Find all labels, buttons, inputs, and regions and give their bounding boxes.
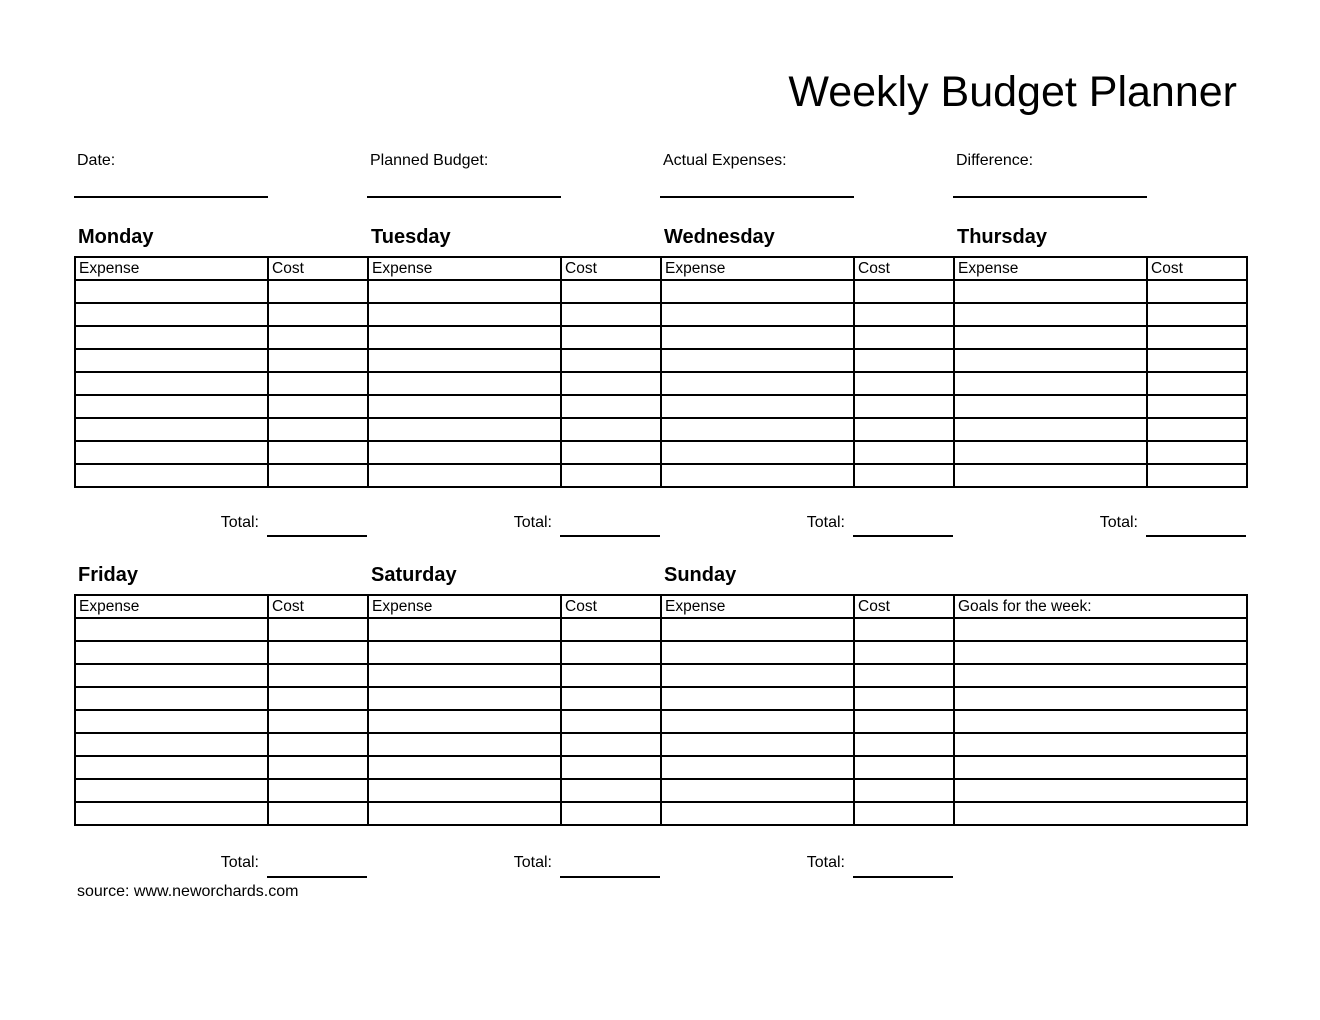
total-input[interactable] [267, 535, 367, 537]
table-row [75, 303, 368, 326]
table-row [661, 779, 954, 802]
summary-field-label: Difference: [956, 152, 1034, 169]
goal-cell[interactable] [954, 664, 1247, 687]
cost-cell[interactable] [854, 372, 954, 395]
summary-field-input[interactable] [660, 196, 854, 198]
cost-cell[interactable] [561, 802, 661, 825]
table-row [661, 641, 954, 664]
cost-column-header: Cost [561, 595, 661, 618]
expense-cell[interactable] [368, 441, 561, 464]
table-row [661, 618, 954, 641]
cost-column-header: Cost [1147, 257, 1247, 280]
cost-cell[interactable] [561, 687, 661, 710]
expense-cell[interactable] [368, 418, 561, 441]
expense-cell[interactable] [75, 372, 268, 395]
expense-cell[interactable] [661, 441, 854, 464]
table-row [75, 733, 368, 756]
cost-cell[interactable] [561, 441, 661, 464]
expense-cell[interactable] [75, 418, 268, 441]
table-row [954, 687, 1247, 710]
expense-cell[interactable] [368, 710, 561, 733]
goal-cell[interactable] [954, 779, 1247, 802]
expense-cell[interactable] [954, 326, 1147, 349]
table-row [954, 372, 1247, 395]
table-header-row [75, 257, 368, 280]
expense-cell[interactable] [661, 418, 854, 441]
table-header-row [954, 257, 1247, 280]
cost-cell[interactable] [854, 618, 954, 641]
expense-cell[interactable] [75, 618, 268, 641]
table-row [368, 303, 661, 326]
goal-cell[interactable] [954, 756, 1247, 779]
expense-cell[interactable] [368, 779, 561, 802]
table-row [661, 687, 954, 710]
cost-cell[interactable] [854, 756, 954, 779]
cost-cell[interactable] [854, 349, 954, 372]
expense-table [953, 256, 1248, 488]
table-row [368, 802, 661, 825]
cost-cell[interactable] [854, 641, 954, 664]
table-row [661, 756, 954, 779]
cost-cell[interactable] [268, 418, 368, 441]
table-row [368, 710, 661, 733]
cost-cell[interactable] [854, 464, 954, 487]
table-row [954, 280, 1247, 303]
total-input[interactable] [560, 535, 660, 537]
table-row [661, 395, 954, 418]
table-header-row [75, 595, 368, 618]
table-row [75, 664, 368, 687]
expense-cell[interactable] [661, 280, 854, 303]
table-row [661, 280, 954, 303]
expense-table [367, 594, 662, 826]
table-row [75, 464, 368, 487]
expense-column-header: Expense [368, 257, 561, 280]
expense-column-header: Expense [75, 257, 268, 280]
table-row [661, 441, 954, 464]
expense-cell[interactable] [75, 756, 268, 779]
table-row [661, 733, 954, 756]
table-row [368, 395, 661, 418]
table-row [954, 618, 1247, 641]
expense-cell[interactable] [954, 372, 1147, 395]
goal-cell[interactable] [954, 687, 1247, 710]
day-heading: Tuesday [371, 226, 451, 248]
goal-cell[interactable] [954, 618, 1247, 641]
expense-column-header: Expense [954, 257, 1147, 280]
day-heading: Monday [78, 226, 154, 248]
expense-column-header: Expense [661, 595, 854, 618]
summary-field-label: Actual Expenses: [663, 152, 787, 169]
total-label: Total: [1099, 514, 1138, 531]
cost-cell[interactable] [268, 664, 368, 687]
expense-column-header: Expense [75, 595, 268, 618]
cost-cell[interactable] [268, 280, 368, 303]
table-row [954, 418, 1247, 441]
goal-cell[interactable] [954, 802, 1247, 825]
cost-cell[interactable] [268, 710, 368, 733]
expense-cell[interactable] [954, 303, 1147, 326]
table-row [75, 372, 368, 395]
table-row [368, 687, 661, 710]
cost-cell[interactable] [854, 326, 954, 349]
expense-cell[interactable] [75, 464, 268, 487]
day-heading: Friday [78, 564, 139, 586]
expense-cell[interactable] [75, 733, 268, 756]
table-row [75, 326, 368, 349]
cost-cell[interactable] [854, 802, 954, 825]
goals-header: Goals for the week: [954, 595, 1247, 618]
expense-cell[interactable] [661, 687, 854, 710]
total-label: Total: [513, 854, 552, 871]
total-label: Total: [513, 514, 552, 531]
cost-cell[interactable] [268, 687, 368, 710]
expense-cell[interactable] [954, 464, 1147, 487]
table-row [75, 441, 368, 464]
day-heading: Thursday [957, 226, 1048, 248]
expense-cell[interactable] [368, 802, 561, 825]
total-input[interactable] [560, 876, 660, 878]
cost-cell[interactable] [268, 326, 368, 349]
expense-column-header: Expense [368, 595, 561, 618]
table-row [75, 641, 368, 664]
expense-cell[interactable] [661, 710, 854, 733]
total-input[interactable] [853, 876, 953, 878]
expense-cell[interactable] [75, 349, 268, 372]
expense-cell[interactable] [75, 395, 268, 418]
expense-cell[interactable] [661, 664, 854, 687]
table-row [368, 326, 661, 349]
table-row [954, 664, 1247, 687]
page-title: Weekly Budget Planner [788, 68, 1237, 116]
table-row [75, 618, 368, 641]
cost-cell[interactable] [561, 779, 661, 802]
expense-cell[interactable] [661, 779, 854, 802]
cost-column-header: Cost [268, 257, 368, 280]
day-heading: Wednesday [664, 226, 775, 248]
table-row [368, 641, 661, 664]
cost-cell[interactable] [1147, 326, 1247, 349]
expense-table [74, 594, 369, 826]
table-row [661, 418, 954, 441]
total-input[interactable] [267, 876, 367, 878]
expense-cell[interactable] [368, 326, 561, 349]
summary-field-input[interactable] [953, 196, 1147, 198]
table-row [954, 395, 1247, 418]
expense-cell[interactable] [661, 349, 854, 372]
table-header-row [368, 595, 661, 618]
cost-cell[interactable] [268, 802, 368, 825]
expense-table [660, 256, 955, 488]
cost-cell[interactable] [854, 779, 954, 802]
table-row [661, 372, 954, 395]
table-row [368, 280, 661, 303]
table-row [75, 802, 368, 825]
cost-cell[interactable] [561, 664, 661, 687]
table-row [75, 418, 368, 441]
goal-cell[interactable] [954, 733, 1247, 756]
table-row [368, 733, 661, 756]
expense-cell[interactable] [368, 756, 561, 779]
table-row [954, 326, 1247, 349]
cost-cell[interactable] [854, 733, 954, 756]
table-row [954, 441, 1247, 464]
cost-cell[interactable] [561, 464, 661, 487]
table-row [661, 802, 954, 825]
table-row [954, 349, 1247, 372]
table-row [368, 349, 661, 372]
expense-cell[interactable] [75, 664, 268, 687]
cost-cell[interactable] [1147, 395, 1247, 418]
table-row [368, 464, 661, 487]
expense-cell[interactable] [75, 326, 268, 349]
day-heading: Sunday [664, 564, 737, 586]
table-row [954, 303, 1247, 326]
table-row [368, 664, 661, 687]
table-row [368, 441, 661, 464]
cost-cell[interactable] [561, 280, 661, 303]
table-row [954, 641, 1247, 664]
table-row [661, 664, 954, 687]
expense-cell[interactable] [75, 441, 268, 464]
table-header-row [954, 595, 1247, 618]
table-row [661, 464, 954, 487]
table-row [75, 756, 368, 779]
total-input[interactable] [853, 535, 953, 537]
table-header-row [661, 595, 954, 618]
table-row [75, 710, 368, 733]
cost-cell[interactable] [561, 349, 661, 372]
expense-cell[interactable] [661, 464, 854, 487]
cost-cell[interactable] [268, 779, 368, 802]
expense-cell[interactable] [75, 710, 268, 733]
total-label: Total: [806, 514, 845, 531]
cost-cell[interactable] [268, 395, 368, 418]
expense-cell[interactable] [368, 349, 561, 372]
cost-cell[interactable] [854, 441, 954, 464]
expense-cell[interactable] [75, 802, 268, 825]
expense-cell[interactable] [75, 779, 268, 802]
total-input[interactable] [1146, 535, 1246, 537]
expense-cell[interactable] [661, 733, 854, 756]
expense-cell[interactable] [368, 618, 561, 641]
total-label: Total: [220, 514, 259, 531]
table-row [368, 779, 661, 802]
expense-cell[interactable] [661, 756, 854, 779]
expense-cell[interactable] [954, 349, 1147, 372]
cost-cell[interactable] [1147, 372, 1247, 395]
expense-cell[interactable] [368, 464, 561, 487]
table-row [75, 687, 368, 710]
expense-cell[interactable] [954, 395, 1147, 418]
day-heading: Saturday [371, 564, 457, 586]
table-row [75, 395, 368, 418]
expense-column-header: Expense [661, 257, 854, 280]
table-row [954, 802, 1247, 825]
cost-cell[interactable] [268, 618, 368, 641]
total-label: Total: [220, 854, 259, 871]
cost-cell[interactable] [268, 733, 368, 756]
table-row [954, 733, 1247, 756]
cost-column-header: Cost [268, 595, 368, 618]
expense-cell[interactable] [368, 664, 561, 687]
cost-cell[interactable] [1147, 464, 1247, 487]
expense-cell[interactable] [661, 326, 854, 349]
table-row [368, 756, 661, 779]
cost-cell[interactable] [268, 464, 368, 487]
cost-column-header: Cost [854, 595, 954, 618]
summary-field-label: Planned Budget: [370, 152, 489, 169]
table-header-row [368, 257, 661, 280]
cost-cell[interactable] [268, 372, 368, 395]
expense-cell[interactable] [661, 303, 854, 326]
table-row [954, 756, 1247, 779]
cost-cell[interactable] [854, 418, 954, 441]
expense-cell[interactable] [954, 418, 1147, 441]
expense-cell[interactable] [368, 280, 561, 303]
expense-table [74, 256, 369, 488]
expense-cell[interactable] [661, 641, 854, 664]
expense-cell[interactable] [661, 372, 854, 395]
cost-cell[interactable] [854, 395, 954, 418]
table-row [75, 779, 368, 802]
expense-cell[interactable] [368, 303, 561, 326]
expense-cell[interactable] [661, 395, 854, 418]
cost-cell[interactable] [1147, 441, 1247, 464]
table-row [661, 349, 954, 372]
cost-cell[interactable] [268, 349, 368, 372]
expense-cell[interactable] [661, 618, 854, 641]
summary-field-input[interactable] [367, 196, 561, 198]
source-note: source: www.neworchards.com [77, 883, 299, 900]
cost-cell[interactable] [561, 641, 661, 664]
table-row [368, 372, 661, 395]
goal-cell[interactable] [954, 641, 1247, 664]
expense-cell[interactable] [75, 641, 268, 664]
expense-cell[interactable] [75, 303, 268, 326]
cost-cell[interactable] [854, 710, 954, 733]
cost-cell[interactable] [561, 395, 661, 418]
expense-cell[interactable] [661, 802, 854, 825]
cost-cell[interactable] [561, 733, 661, 756]
expense-cell[interactable] [75, 687, 268, 710]
cost-cell[interactable] [268, 441, 368, 464]
cost-cell[interactable] [561, 756, 661, 779]
cost-cell[interactable] [561, 418, 661, 441]
cost-cell[interactable] [561, 326, 661, 349]
cost-cell[interactable] [854, 280, 954, 303]
table-row [661, 710, 954, 733]
expense-table [660, 594, 955, 826]
cost-cell[interactable] [561, 710, 661, 733]
table-row [75, 349, 368, 372]
total-label: Total: [806, 854, 845, 871]
expense-cell[interactable] [368, 372, 561, 395]
table-row [661, 303, 954, 326]
cost-cell[interactable] [561, 372, 661, 395]
summary-field-input[interactable] [74, 196, 268, 198]
table-row [954, 710, 1247, 733]
table-row [661, 326, 954, 349]
cost-cell[interactable] [1147, 349, 1247, 372]
expense-cell[interactable] [75, 280, 268, 303]
expense-table [367, 256, 662, 488]
table-row [954, 464, 1247, 487]
cost-cell[interactable] [854, 664, 954, 687]
cost-cell[interactable] [1147, 280, 1247, 303]
goal-cell[interactable] [954, 710, 1247, 733]
cost-column-header: Cost [561, 257, 661, 280]
expense-cell[interactable] [368, 641, 561, 664]
cost-cell[interactable] [854, 303, 954, 326]
expense-table [953, 594, 1248, 826]
cost-column-header: Cost [854, 257, 954, 280]
expense-cell[interactable] [954, 280, 1147, 303]
cost-cell[interactable] [561, 303, 661, 326]
expense-cell[interactable] [368, 733, 561, 756]
cost-cell[interactable] [1147, 303, 1247, 326]
expense-cell[interactable] [954, 441, 1147, 464]
table-row [368, 418, 661, 441]
cost-cell[interactable] [561, 618, 661, 641]
summary-field-label: Date: [77, 152, 116, 169]
table-header-row [661, 257, 954, 280]
cost-cell[interactable] [854, 687, 954, 710]
cost-cell[interactable] [268, 641, 368, 664]
cost-cell[interactable] [268, 756, 368, 779]
expense-cell[interactable] [368, 687, 561, 710]
table-row [954, 779, 1247, 802]
table-row [368, 618, 661, 641]
cost-cell[interactable] [268, 303, 368, 326]
table-row [75, 280, 368, 303]
expense-cell[interactable] [368, 395, 561, 418]
cost-cell[interactable] [1147, 418, 1247, 441]
